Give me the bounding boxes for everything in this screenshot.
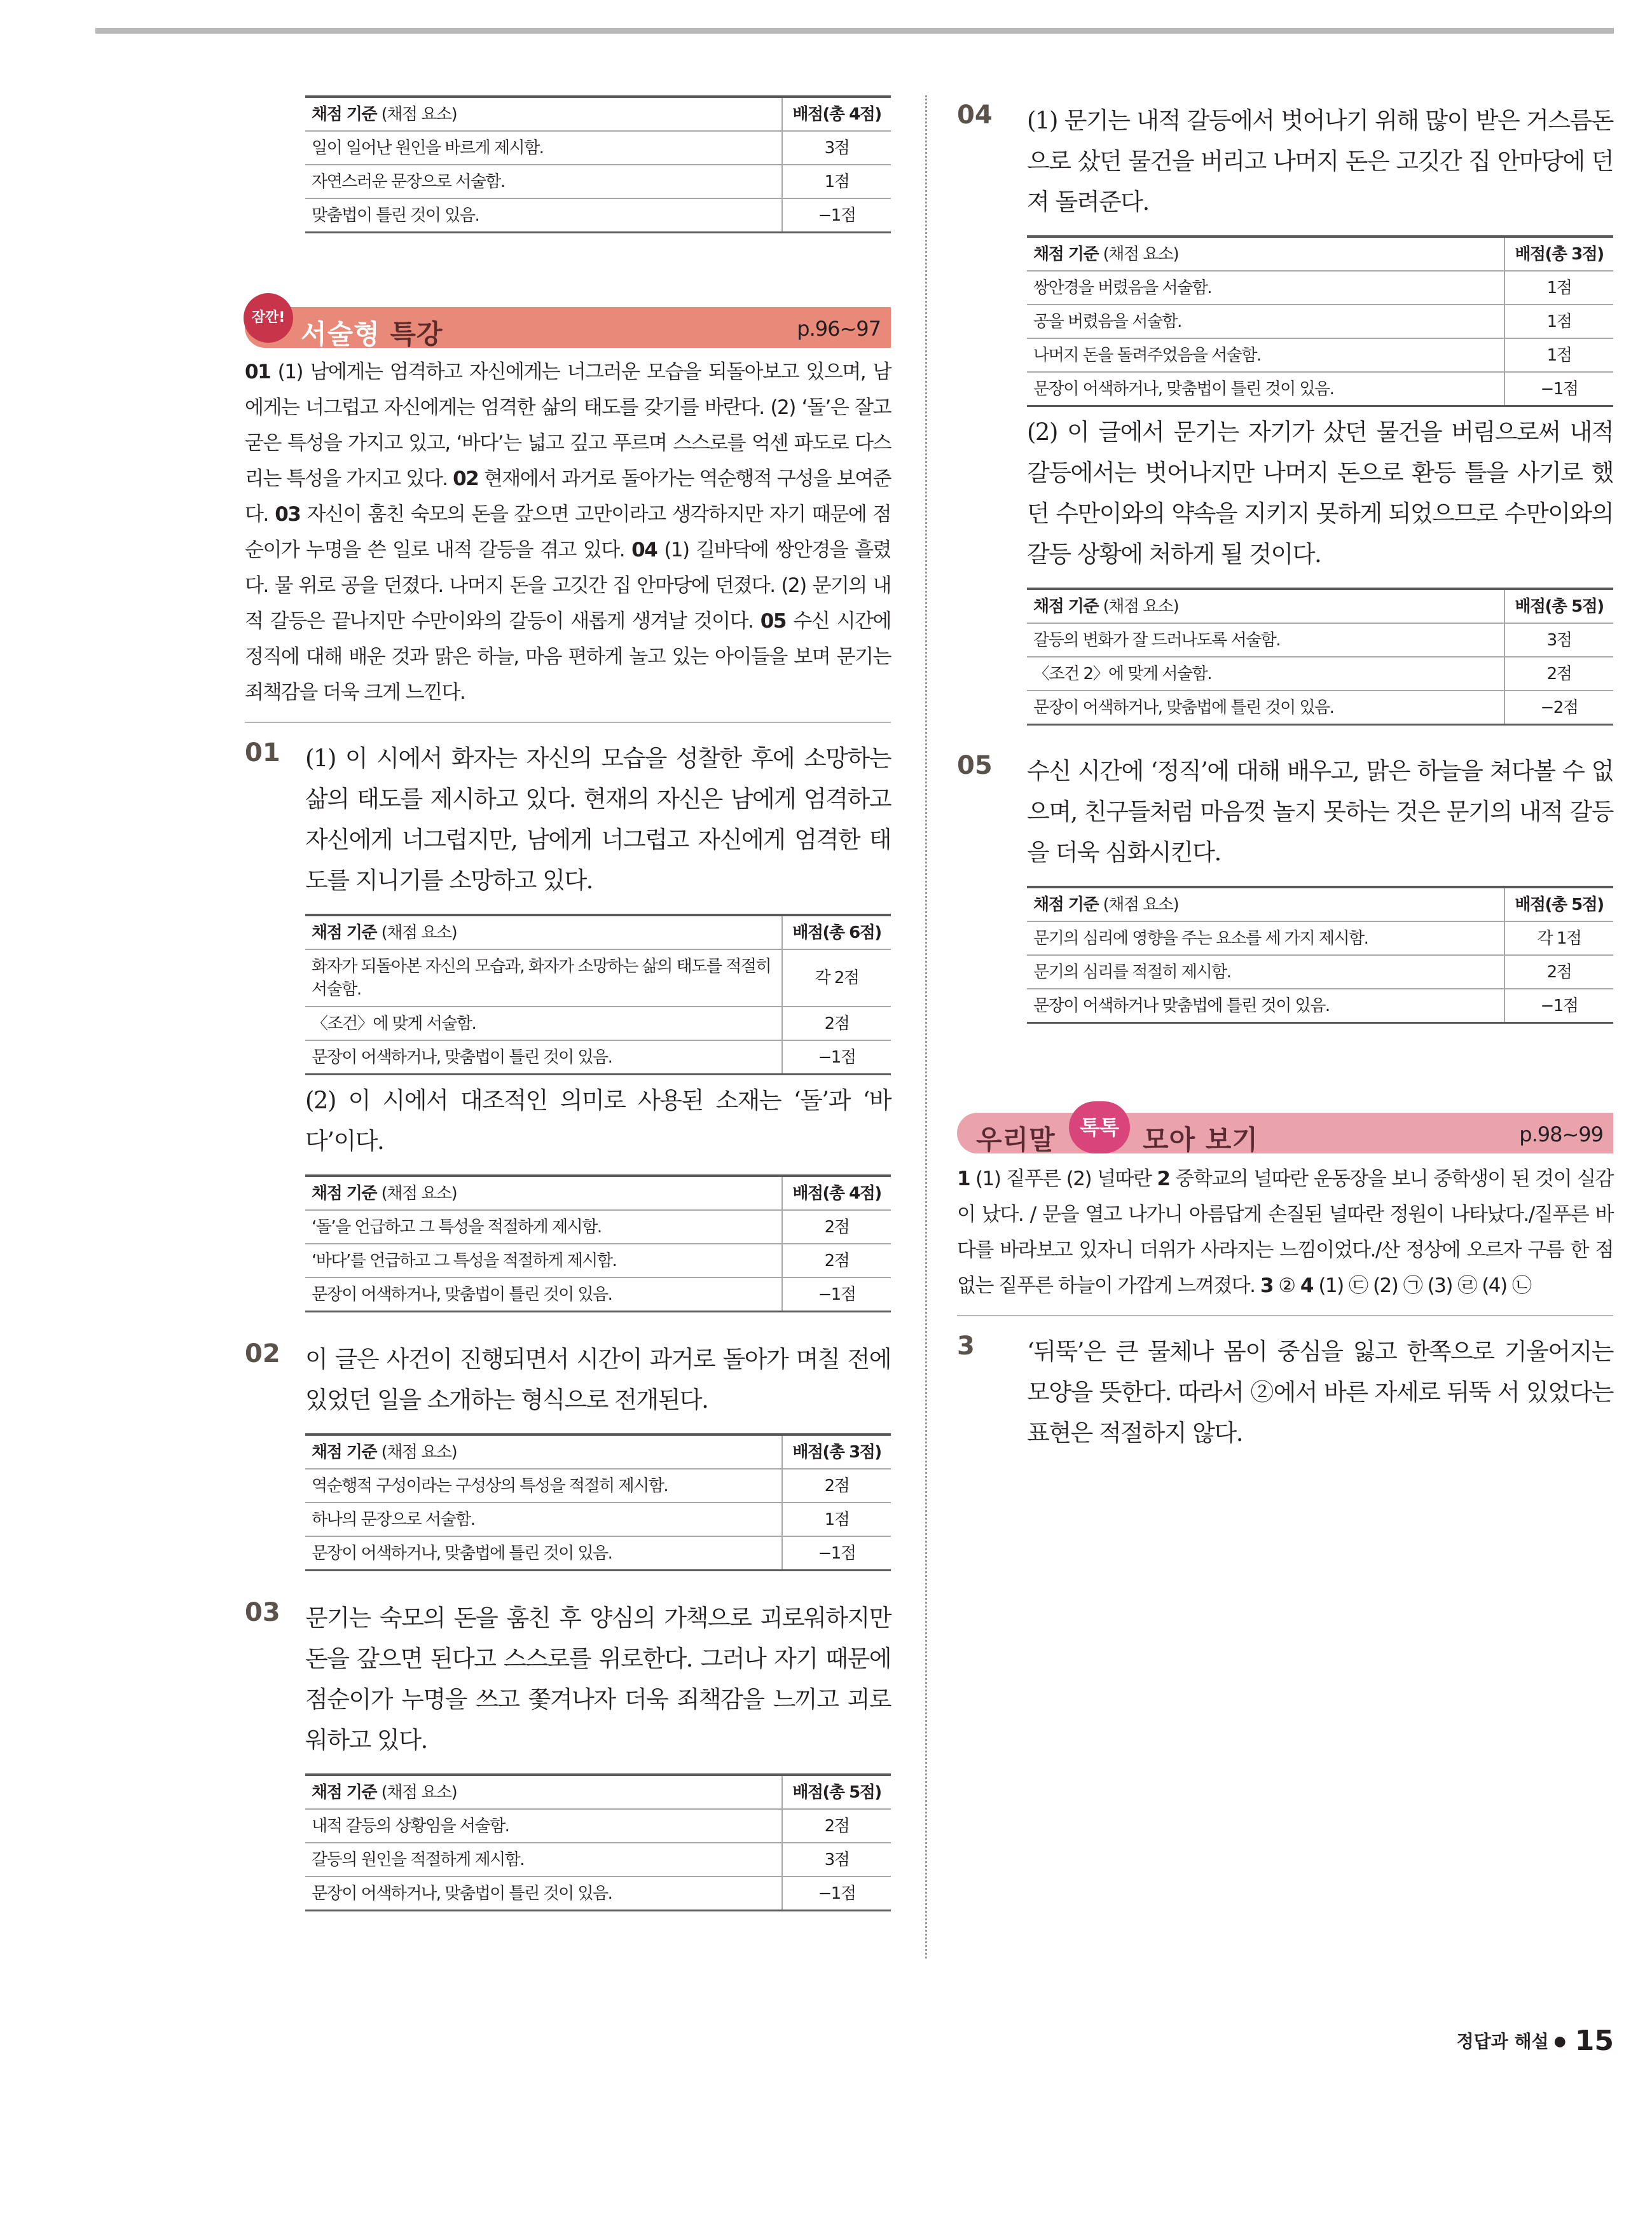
- criteria-sub-header: (채점 요소): [381, 923, 457, 942]
- summary-text: 자신이 훔친 숙모의 돈을 갚으면 고만이라고 생각하지만 자기 때문에 점순이가 누명을 쓴 일로 내적 갈등을 겪고 있다.: [245, 503, 891, 561]
- table-row: [1027, 921, 1613, 955]
- answer-text: 문기는 숙모의 돈을 훔친 후 양심의 가책으로 괴로워하지만 돈을 갚으면 된다고 스스로를 위로한다. 그러나 자기 때문에 점순이가 누명을 쓰고 쫓겨나자 더욱 죄책감을 느끼고 괴로워하고 있다.: [305, 1604, 891, 1754]
- criteria-sub-header: (채점 요소): [381, 1183, 457, 1203]
- summary-text: (1) 남에게는 엄격하고 자신에게는 너그러운 모습을 되돌아보고 있으며, 남에게는 너그럽고 자신에게는 엄격한 삶의 태도를 갖기를 바란다. (2) ‘돌’은 잘고 굳은 특성을 가지고 있고, ‘바다’는 넓고 깊고 푸르며 스스로를 억센 파도로 다스리는 특성을 가지고 있다.: [245, 361, 891, 490]
- table-row: [1027, 955, 1613, 989]
- score-table: [305, 1174, 891, 1312]
- summary-num: 2: [1157, 1167, 1170, 1190]
- answer-block-05: [957, 751, 1613, 1024]
- right-column: [957, 95, 1613, 1454]
- points-cell: 2점: [782, 1469, 891, 1503]
- question-number: 02: [245, 1339, 280, 1368]
- section-title-part-a: 서술형: [301, 319, 380, 350]
- points-cell: 2점: [1504, 955, 1613, 989]
- criteria-cell: 갈등의 원인을 적절하게 제시함.: [305, 1843, 782, 1876]
- criteria-sub-header: (채점 요소): [381, 1782, 457, 1802]
- page-footer: [1457, 2025, 1614, 2057]
- question-number: 05: [957, 751, 993, 780]
- criteria-cell: 문장이 어색하거나, 맞춤법이 틀린 것이 있음.: [1027, 372, 1504, 406]
- criteria-header: 채점 기준: [312, 1183, 377, 1203]
- score-table-header: [1027, 589, 1613, 623]
- criteria-cell: 나머지 돈을 돌려주었음을 서술함.: [1027, 338, 1504, 372]
- criteria-cell: 자연스러운 문장으로 서술함.: [305, 165, 782, 198]
- score-table: [305, 1773, 891, 1911]
- table-row: [305, 1040, 891, 1075]
- section-title-part-b: 모아 보기: [1143, 1124, 1258, 1155]
- points-cell: 1점: [1504, 338, 1613, 372]
- answer-block-03: [245, 1598, 891, 1911]
- points-header: 배점(총 4점): [782, 97, 891, 131]
- left-column: [245, 95, 891, 1911]
- points-cell: −1점: [1504, 372, 1613, 406]
- summary-text: 중학교의 널따란 운동장을 보니 중학생이 된 것이 실감이 났다. / 문을 열고 나가니 아름답게 손질된 널따란 정원이 나타났다./짙푸른 바다를 바라보고 있자니 더위가 사라지는 느낌이었다./산 정상에 오르자 구름 한 점 없는 짙푸른 하늘이 가깝게 느껴졌다.: [957, 1167, 1613, 1297]
- points-header: 배점(총 6점): [782, 915, 891, 949]
- section-page-ref: p.96~97: [797, 317, 881, 341]
- score-table-header: [1027, 887, 1613, 921]
- table-row: [305, 1876, 891, 1911]
- table-row: [305, 1536, 891, 1571]
- points-cell: −1점: [1504, 989, 1613, 1023]
- korean-summary: [957, 1161, 1613, 1304]
- summary-num: 3: [1260, 1274, 1273, 1297]
- criteria-cell: 문장이 어색하거나 맞춤법에 틀린 것이 있음.: [1027, 989, 1504, 1023]
- answer-text: 수신 시간에 ‘정직’에 대해 배우고, 맑은 하늘을 쳐다볼 수 없으며, 친구들처럼 마음껏 놀지 못하는 것은 문기의 내적 갈등을 더욱 심화시킨다.: [1027, 757, 1613, 866]
- section-tag-text: 톡톡: [1080, 1115, 1119, 1139]
- score-table-header: [305, 1176, 891, 1210]
- points-cell: −1점: [782, 1277, 891, 1312]
- section-title: [301, 313, 443, 352]
- table-row: [305, 949, 891, 1007]
- criteria-cell: 문기의 심리에 영향을 주는 요소를 세 가지 제시함.: [1027, 921, 1504, 955]
- score-table: [1027, 235, 1613, 407]
- section-separator: [245, 722, 891, 723]
- criteria-cell: 공을 버렸음을 서술함.: [1027, 305, 1504, 338]
- table-row: [305, 1843, 891, 1876]
- score-table-header: [305, 97, 891, 131]
- summary-text: 현재에서 과거로 돌아가는 역순행적 구성을 보여준다.: [245, 467, 891, 526]
- points-header: 배점(총 3점): [782, 1435, 891, 1469]
- points-cell: −1점: [782, 198, 891, 233]
- question-number: 3: [957, 1332, 975, 1361]
- points-cell: 3점: [782, 131, 891, 165]
- summary-num: 04: [631, 539, 657, 561]
- criteria-sub-header: (채점 요소): [381, 104, 457, 124]
- criteria-cell: 문장이 어색하거나, 맞춤법이 틀린 것이 있음.: [305, 1876, 782, 1911]
- score-table: [1027, 886, 1613, 1024]
- column-divider: [925, 95, 927, 1958]
- points-cell: 1점: [1504, 271, 1613, 305]
- footer-label: 정답과 해설: [1456, 2031, 1549, 2052]
- answer-text: (1) 이 시에서 화자는 자신의 모습을 성찰한 후에 소망하는 삶의 태도를 제시하고 있다. 현재의 자신은 남에게 엄격하고 자신에게 너그럽지만, 남에게 너그럽고 자신에게 엄격한 태도를 지니기를 소망하고 있다.: [305, 745, 891, 894]
- criteria-cell: 문장이 어색하거나, 맞춤법에 틀린 것이 있음.: [305, 1536, 782, 1571]
- criteria-cell: 문장이 어색하거나, 맞춤법이 틀린 것이 있음.: [305, 1040, 782, 1075]
- summary-num: 4: [1300, 1274, 1313, 1297]
- score-table-header: [1027, 237, 1613, 271]
- points-cell: 3점: [782, 1843, 891, 1876]
- criteria-sub-header: (채점 요소): [1103, 596, 1179, 616]
- points-cell: 각 1점: [1504, 921, 1613, 955]
- criteria-sub-header: (채점 요소): [1103, 895, 1179, 914]
- score-table: [305, 914, 891, 1075]
- points-cell: 2점: [782, 1210, 891, 1244]
- question-number: 03: [245, 1598, 280, 1627]
- points-cell: 각 2점: [782, 949, 891, 1007]
- criteria-sub-header: (채점 요소): [381, 1442, 457, 1462]
- section-page-ref: p.98~99: [1519, 1122, 1603, 1146]
- criteria-header: 채점 기준: [312, 1782, 377, 1802]
- bullet-dot-icon: ●: [1553, 2034, 1566, 2049]
- table-row: [1027, 338, 1613, 372]
- criteria-cell: 〈조건〉에 맞게 서술함.: [305, 1007, 782, 1040]
- summary-text: (1) 짙푸른 (2) 널따란: [970, 1167, 1157, 1190]
- answer-text: (1) 문기는 내적 갈등에서 벗어나기 위해 많이 받은 거스름돈으로 샀던 물건을 버리고 나머지 돈은 고깃간 집 안마당에 던져 돌려준다.: [1027, 107, 1613, 216]
- section-title-part-b: 특강: [390, 319, 443, 350]
- criteria-sub-header: (채점 요소): [1103, 244, 1179, 264]
- question-number: 01: [245, 738, 280, 767]
- table-row: [305, 165, 891, 198]
- criteria-cell: 일이 일어난 원인을 바르게 제시함.: [305, 131, 782, 165]
- section-banner-korean: [957, 1113, 1613, 1153]
- table-row: [305, 1469, 891, 1503]
- section-tag-badge: [244, 293, 293, 343]
- points-cell: −1점: [782, 1040, 891, 1075]
- summary-text: (1) ㉢ (2) ㉠ (3) ㉣ (4) ㉡: [1312, 1274, 1531, 1297]
- points-cell: 2점: [782, 1007, 891, 1040]
- criteria-header: 채점 기준: [312, 104, 377, 124]
- answer-block-3: [957, 1332, 1613, 1454]
- criteria-cell: 갈등의 변화가 잘 드러나도록 서술함.: [1027, 623, 1504, 657]
- criteria-cell: ‘돌’을 언급하고 그 특성을 적절하게 제시함.: [305, 1210, 782, 1244]
- summary-num: 03: [275, 503, 301, 526]
- answer-text: (2) 이 시에서 대조적인 의미로 사용된 소재는 ‘돌’과 ‘바다’이다.: [305, 1087, 891, 1155]
- answer-text: ‘뒤뚝’은 큰 물체나 몸이 중심을 잃고 한쪽으로 기울어지는 모양을 뜻한다. 따라서 ②에서 바른 자세로 뒤뚝 서 있었다는 표현은 적절하지 않다.: [1027, 1338, 1613, 1447]
- page-number: 15: [1574, 2025, 1614, 2057]
- answer-block-04: [957, 100, 1613, 726]
- score-table-top-wrap: [305, 95, 891, 233]
- table-row: [305, 1210, 891, 1244]
- table-row: [305, 1007, 891, 1040]
- table-row: [305, 198, 891, 233]
- answer-block-02: [245, 1339, 891, 1571]
- answer-block-01: [245, 738, 891, 1312]
- criteria-header: 채점 기준: [312, 923, 377, 942]
- section-tag-badge: [1069, 1101, 1130, 1153]
- answer-text: 이 글은 사건이 진행되면서 시간이 과거로 돌아가 며칠 전에 있었던 일을 소개하는 형식으로 전개된다.: [305, 1346, 891, 1414]
- criteria-header: 채점 기준: [1033, 244, 1099, 264]
- points-cell: 2점: [782, 1244, 891, 1277]
- points-cell: 2점: [1504, 657, 1613, 691]
- criteria-cell: 문기의 심리를 적절히 제시함.: [1027, 955, 1504, 989]
- table-row: [1027, 372, 1613, 406]
- score-table: [1027, 588, 1613, 726]
- table-row: [1027, 691, 1613, 725]
- points-cell: −1점: [782, 1536, 891, 1571]
- points-cell: −1점: [782, 1876, 891, 1911]
- criteria-cell: 내적 갈등의 상황임을 서술함.: [305, 1809, 782, 1843]
- section-title-part-a: 우리말: [976, 1124, 1056, 1155]
- summary-num: 05: [760, 610, 786, 633]
- points-header: 배점(총 5점): [1504, 589, 1613, 623]
- criteria-header: 채점 기준: [1033, 895, 1099, 914]
- section-banner-essay: [245, 307, 891, 348]
- section-tag-text: 잠깐!: [251, 310, 286, 326]
- section-separator: [957, 1315, 1613, 1316]
- points-cell: −2점: [1504, 691, 1613, 725]
- criteria-header: 채점 기준: [312, 1442, 377, 1462]
- summary-text: 수신 시간에 정직에 대해 배운 것과 맑은 하늘, 마음 편하게 놀고 있는 아이들을 보며 문기는 죄책감을 더욱 크게 느낀다.: [245, 610, 891, 704]
- criteria-cell: 문장이 어색하거나, 맞춤법이 틀린 것이 있음.: [305, 1277, 782, 1312]
- points-cell: 3점: [1504, 623, 1613, 657]
- answer-text: (2) 이 글에서 문기는 자기가 샀던 물건을 버림으로써 내적 갈등에서는 벗어나지만 나머지 돈으로 환등 틀을 사기로 했던 수만이와의 약속을 지키지 못하게 되었으므로 수만이와의 갈등 상황에 처하게 될 것이다.: [1027, 418, 1613, 568]
- criteria-cell: 하나의 문장으로 서술함.: [305, 1503, 782, 1536]
- points-cell: 2점: [782, 1809, 891, 1843]
- score-table-header: [305, 1775, 891, 1809]
- summary-num: 02: [453, 467, 479, 490]
- summary-text: (1) 길바닥에 쌍안경을 흘렸다. 물 위로 공을 던졌다. 나머지 돈을 고깃간 집 안마당에 던졌다. (2) 문기의 내적 갈등은 끝나지만 수만이와의 갈등이 새롭게 생겨날 것이다.: [245, 539, 891, 633]
- score-table-top: [305, 95, 891, 233]
- points-header: 배점(총 5점): [782, 1775, 891, 1809]
- points-header: 배점(총 5점): [1504, 887, 1613, 921]
- criteria-cell: 맞춤법이 틀린 것이 있음.: [305, 198, 782, 233]
- table-row: [1027, 657, 1613, 691]
- points-cell: 1점: [1504, 305, 1613, 338]
- points-cell: 1점: [782, 165, 891, 198]
- table-row: [305, 1809, 891, 1843]
- criteria-cell: 〈조건 2〉에 맞게 서술함.: [1027, 657, 1504, 691]
- score-table-header: [305, 1435, 891, 1469]
- question-number: 04: [957, 100, 993, 130]
- criteria-cell: 화자가 되돌아본 자신의 모습과, 화자가 소망하는 삶의 태도를 적절히 서술함.: [305, 949, 782, 1007]
- criteria-header: 채점 기준: [1033, 596, 1099, 616]
- criteria-cell: ‘바다’를 언급하고 그 특성을 적절하게 제시함.: [305, 1244, 782, 1277]
- points-header: 배점(총 4점): [782, 1176, 891, 1210]
- table-row: [305, 1244, 891, 1277]
- criteria-cell: 문장이 어색하거나, 맞춤법에 틀린 것이 있음.: [1027, 691, 1504, 725]
- top-rule: [95, 28, 1614, 34]
- table-row: [1027, 989, 1613, 1023]
- table-row: [1027, 623, 1613, 657]
- score-table-header: [305, 915, 891, 949]
- table-row: [1027, 305, 1613, 338]
- summary-text: ②: [1272, 1274, 1300, 1297]
- criteria-cell: 역순행적 구성이라는 구성상의 특성을 적절히 제시함.: [305, 1469, 782, 1503]
- table-row: [1027, 271, 1613, 305]
- summary-num: 1: [957, 1167, 970, 1190]
- table-row: [305, 1277, 891, 1312]
- essay-summary: [245, 354, 891, 710]
- table-row: [305, 131, 891, 165]
- points-header: 배점(총 3점): [1504, 237, 1613, 271]
- criteria-cell: 쌍안경을 버렸음을 서술함.: [1027, 271, 1504, 305]
- table-row: [305, 1503, 891, 1536]
- points-cell: 1점: [782, 1503, 891, 1536]
- summary-num: 01: [245, 361, 271, 383]
- score-table: [305, 1433, 891, 1571]
